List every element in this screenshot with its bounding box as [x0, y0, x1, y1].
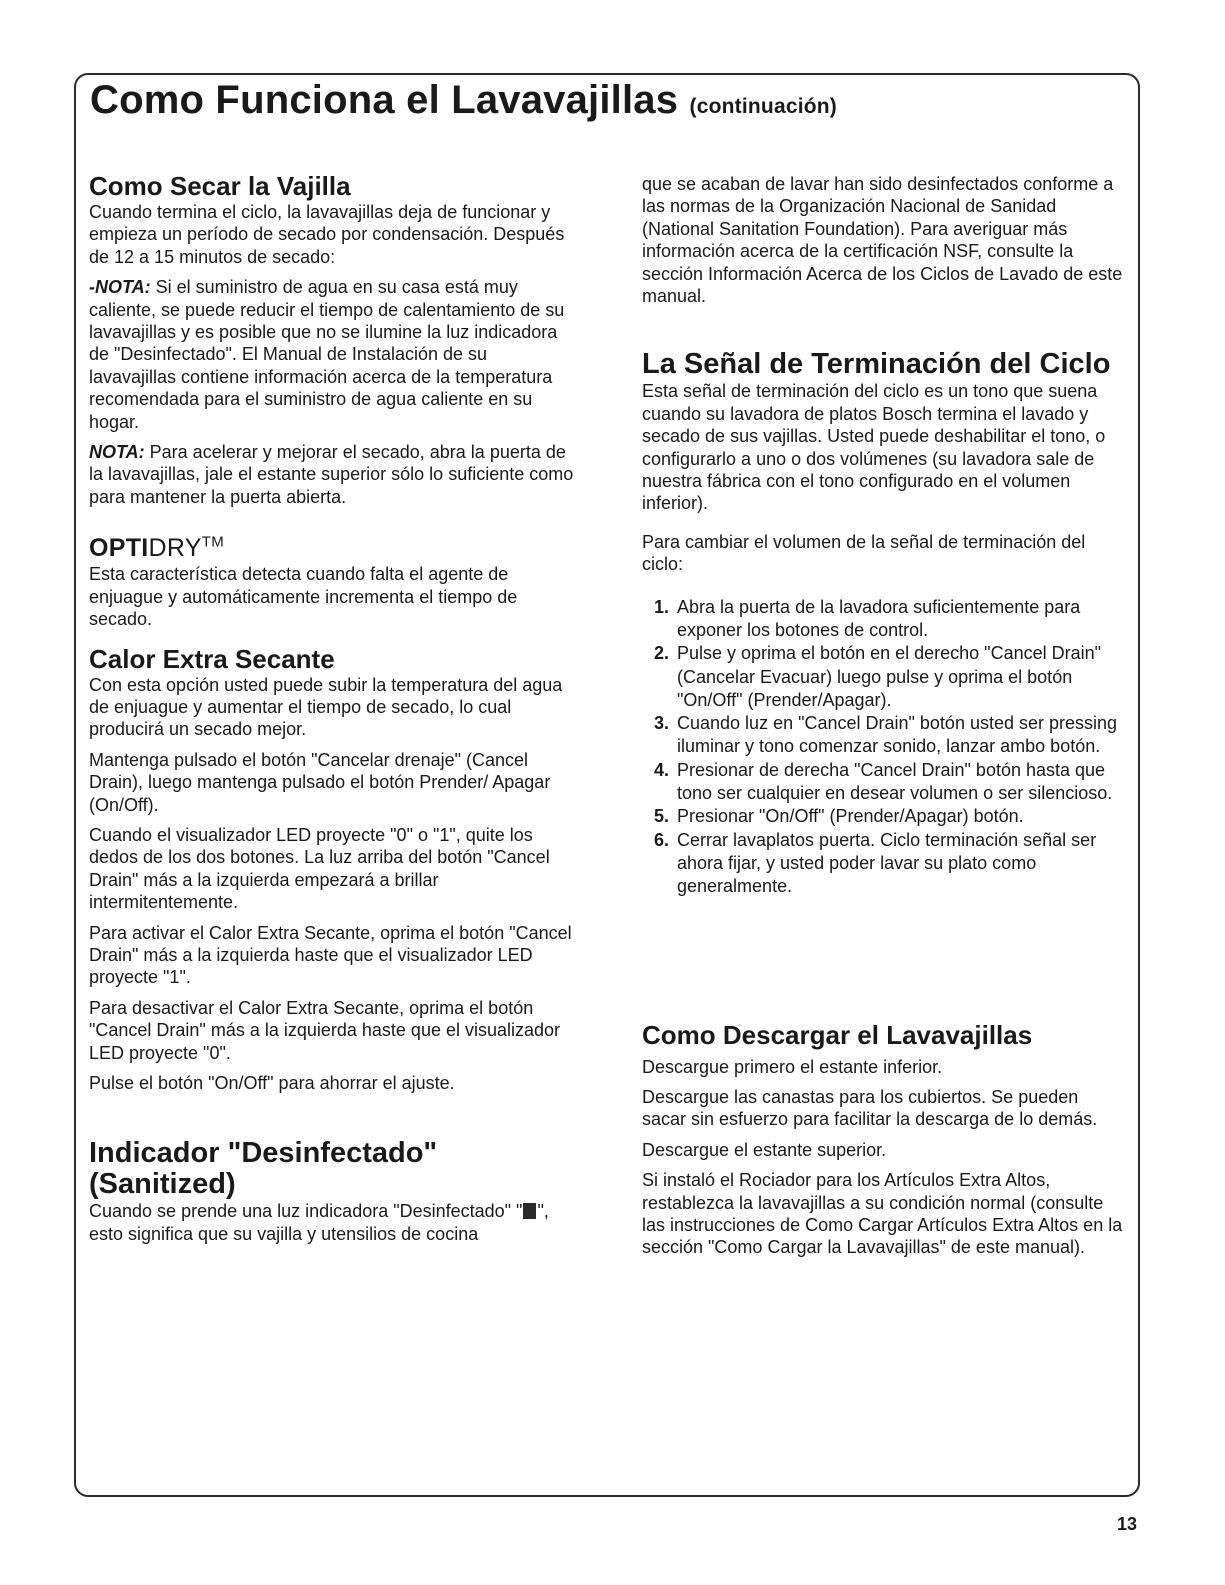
- paragraph: Con esta opción usted puede subir la temperatura del agua de enjuague y aumentar el tiempo de secado, lo cual producirá un secado mejor.: [89, 674, 563, 740]
- paragraph: Cuando el visualizador LED proyecte "0" o "1", quite los dedos de los dos botones. La luz arriba del botón "Cancel Drain" más a la izquierda empezará a brillar intermitentemente.: [89, 824, 550, 913]
- right-column: [642, 173, 1127, 1267]
- list-item: [642, 596, 1127, 643]
- text-run: Cuando se prende una luz indicadora "Desinfectado" ": [89, 1201, 523, 1222]
- paragraph: Pulse el botón "On/Off" para ahorrar el ajuste.: [89, 1073, 455, 1093]
- paragraph: Cuando termina el ciclo, la lavavajillas deja de funcionar y empieza un período de secado por condensación. Después de 12 a 15 minutos de secado:: [89, 202, 565, 267]
- heading-bold-part: OPTI: [89, 534, 149, 563]
- note-paragraph: [89, 441, 579, 508]
- note-text: Si el suministro de agua en su casa está muy caliente, se puede reducir el tiempo de calentamiento de su lavavajillas y es posible que no se ilumine la luz indicadora de "Desinfectado". El Manual de Instalación de su lavavajillas contiene información acerca de la temperatura recomendada para el suministro de agua caliente en su hogar.: [89, 277, 565, 432]
- paragraph: Descargue primero el estante inferior.: [642, 1056, 943, 1077]
- page-title-text: Como Funciona el Lavavajillas: [90, 78, 679, 122]
- list-item: [642, 759, 1127, 806]
- paragraph: [89, 1200, 579, 1245]
- step-text: Abra la puerta de la lavadora suficientemente para exponer los botones de control.: [677, 596, 1081, 640]
- section-heading: Calor Extra Secante: [89, 643, 335, 674]
- section-heading: [89, 534, 579, 563]
- section-heading: [89, 1138, 579, 1200]
- paragraph: Para cambiar el volumen de la señal de terminación del ciclo:: [642, 531, 1086, 575]
- paragraph: Esta señal de terminación del ciclo es un tono que suena cuando su lavadora de platos Bosch termina el lavado y secado de sus vajillas. Usted puede deshabilitar el tono, o configurarlo a uno o dos volúmenes (su lavadora sale de nuestra fábrica con el tono configurado en el volumen inferior).: [642, 381, 1106, 514]
- sanitized-light-icon: [523, 1203, 536, 1219]
- list-item: [642, 712, 1127, 759]
- paragraph: Esta característica detecta cuando falta el agente de enjuague y automáticamente incrementa el tiempo de secado.: [89, 564, 518, 630]
- page-number: 13: [1117, 1514, 1138, 1534]
- section-senal: [642, 349, 1127, 898]
- section-heading: Como Secar la Vajilla: [89, 171, 351, 201]
- note-paragraph: [89, 276, 579, 433]
- step-number: 2.: [654, 643, 670, 664]
- trademark-mark: TM: [201, 533, 225, 551]
- step-text: Presionar de derecha "Cancel Drain" botón hasta que tono ser cualquier en desear volumen o ser silencioso.: [677, 759, 1113, 804]
- section-optidry: [89, 534, 579, 630]
- paragraph: Si instaló el Rociador para los Artículos Extra Altos, restablezca la lavavajillas a su condición normal (consulte las instrucciones de Como Cargar Artículos Extra Altos en la sección "Como Cargar la Lavavajillas" de este manual).: [642, 1170, 1123, 1258]
- note-label: NOTA:: [89, 442, 145, 463]
- paragraph: que se acaban de lavar han sido desinfectados conforme a las normas de la Organización Nacional de Sanidad (National Sanitation Foundation). Para averiguar más información acerca de la certificación NSF, consulte la sección Información Acerca de los Ciclos de Lavado de este manual.: [642, 174, 1123, 307]
- paragraph: Para desactivar el Calor Extra Secante, oprima el botón "Cancel Drain" más a la izquierda haste que el visualizador LED proyecte "0".: [89, 997, 561, 1063]
- step-number: 4.: [654, 759, 670, 780]
- section-calor-extra: [89, 645, 579, 1095]
- section-heading: La Señal de Terminación del Ciclo: [642, 348, 1111, 381]
- heading-rest-part: DRY: [148, 534, 202, 563]
- list-item: [642, 829, 1127, 899]
- heading-line-1: Indicador "Desinfectado": [89, 1137, 438, 1170]
- paragraph: Mantenga pulsado el botón "Cancelar drenaje" (Cancel Drain), luego mantenga pulsado el botón Prender/ Apagar (On/Off).: [89, 749, 551, 815]
- text-run: ", esto significa que su vajilla y utensilios de cocina: [89, 1201, 549, 1244]
- steps-list: [642, 596, 1127, 899]
- paragraph: Descargue el estante superior.: [642, 1139, 887, 1160]
- step-number: 1.: [654, 596, 670, 617]
- heading-line-2: (Sanitized): [89, 1168, 236, 1201]
- note-text: Para acelerar y mejorar el secado, abra la puerta de la lavavajillas, jale el estante superior sólo lo suficiente como para mantener la puerta abierta.: [89, 442, 574, 507]
- page-title: [90, 78, 837, 123]
- section-indicador: [89, 1138, 579, 1245]
- section-descargar: [642, 1021, 1127, 1259]
- list-item: [642, 642, 1127, 712]
- step-text: Cuando luz en "Cancel Drain" botón usted ser pressing iluminar y tono comenzar sonido, lanzar ambo botón.: [677, 713, 1118, 757]
- step-text: Cerrar lavaplatos puerta. Ciclo terminación señal ser ahora fijar, y usted poder lavar su plato como generalmente.: [677, 829, 1097, 897]
- page-title-subtitle: (continuación): [689, 95, 837, 118]
- step-number: 5.: [654, 806, 670, 827]
- section-como-secar: [89, 172, 579, 508]
- list-item: [642, 805, 1127, 828]
- section-heading: Como Descargar el Lavavajillas: [642, 1019, 1033, 1050]
- left-column: [89, 172, 579, 1253]
- step-number: 6.: [654, 829, 670, 850]
- paragraph: Para activar el Calor Extra Secante, oprima el botón "Cancel Drain" más a la izquierda haste que el visualizador LED proyecte "1".: [89, 922, 572, 988]
- paragraph: Descargue las canastas para los cubiertos. Se pueden sacar sin esfuerzo para facilitar la descarga de lo demás.: [642, 1086, 1098, 1130]
- note-label: -NOTA:: [89, 277, 151, 298]
- step-text: Pulse y oprima el botón en el derecho "Cancel Drain" (Cancelar Evacuar) luego pulse y oprima el botón "On/Off" (Prender/Apagar).: [677, 643, 1102, 710]
- step-number: 3.: [654, 713, 670, 734]
- step-text: Presionar "On/Off" (Prender/Apagar) botón.: [677, 806, 1024, 827]
